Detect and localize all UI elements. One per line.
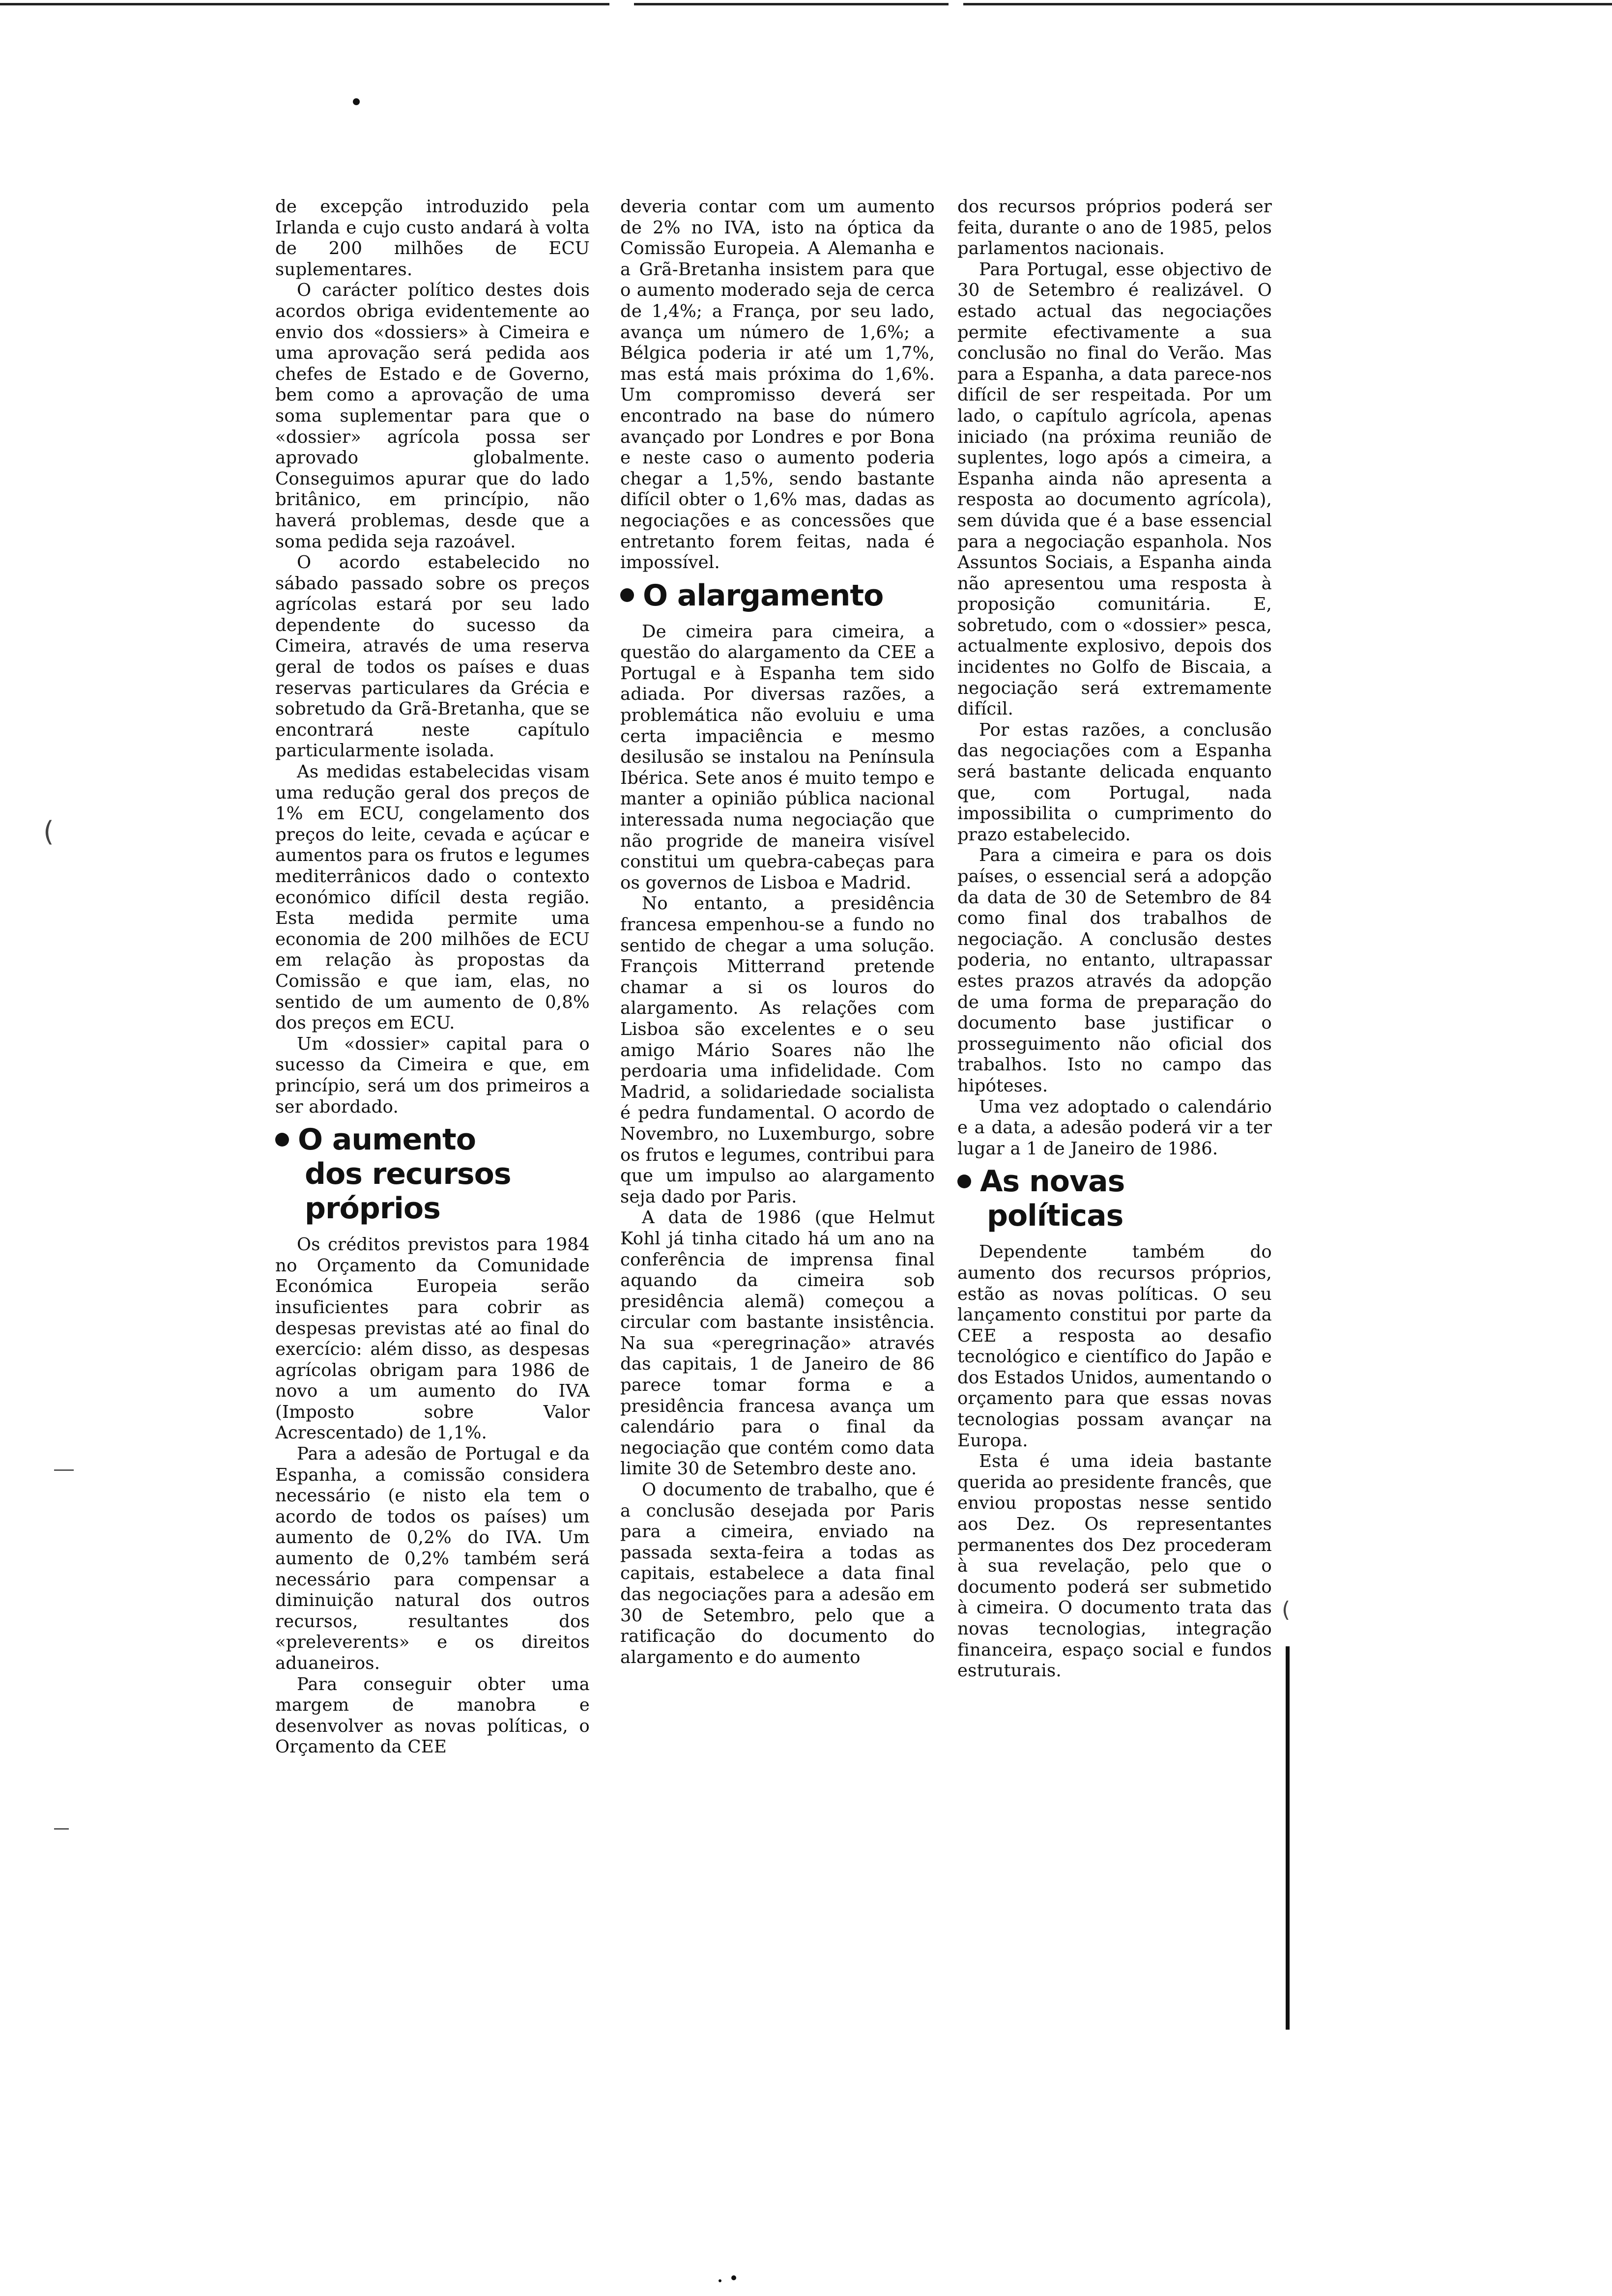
section-heading-line-wrap [275, 1191, 590, 1226]
article-column-2 [620, 197, 935, 1668]
paragraph: Uma vez adoptado o calendário e a data, a adesão poderá vir a ter lugar a 1 de Janeiro de 1986. [957, 1096, 1272, 1159]
paragraph: O documento de trabalho, que é a conclusão desejada por Paris para a cimeira, enviado na passada sexta-feira a todas as capitais, estabelece a data final das negociações para a adesão em 30 de Setembro, pelo que a ratificação do documento do alargamento e do aumento [620, 1480, 935, 1667]
section-heading-line: O aumento [298, 1122, 476, 1157]
section-heading-line: próprios [305, 1191, 440, 1226]
section-heading [957, 1164, 1272, 1233]
section-heading [275, 1122, 590, 1226]
paragraph: O acordo estabelecido no sábado passado sobre os preços agrícolas estará por seu lado dependente do sucesso da Cimeira, através de uma reserva geral de todos os países e duas reservas particulares da Grécia e sobretudo da Grã-Bretanha, que se encontrará neste capítulo particularmente isolada. [275, 552, 590, 761]
paragraph: No entanto, a presidência francesa empenhou-se a fundo no sentido de chegar a uma solução. François Mitterrand pretende chamar a si os louros do alargamento. As relações com Lisboa são excelentes e o seu amigo Mário Soares não lhe perdoaria uma infidelidade. Com Madrid, a solidariedade socialista é pedra fundamental. O acordo de Novembro, no Luxemburgo, sobre os frutos e legumes, contribui para que um impulso ao alargamento seja dado por Paris. [620, 893, 935, 1207]
bullet-icon [620, 588, 634, 602]
bullet-icon [275, 1133, 289, 1147]
paragraph: deveria contar com um aumento de 2% no IVA, isto na óptica da Comissão Europeia. A Alemanha e a Grã-Bretanha insistem para que o aumento moderado seja de cerca de 1,4%; a França, por seu lado, avança um número de 1,6%; a Bélgica poderia ir até um 1,7%, mas está mais próxima do 1,6%. Um compromisso deverá ser encontrado na base do número avançado por Londres e por Bona e neste caso o aumento poderia chegar a 1,5%, sendo bastante difícil obter o 1,6% mas, dadas as negociações e as concessões que entretanto forem feitas, nada é impossível. [620, 197, 935, 573]
paragraph: Um «dossier» capital para o sucesso da Cimeira e que, em princípio, será um dos primeiros a ser abordado. [275, 1033, 590, 1117]
section-heading-line: O alargamento [643, 578, 884, 613]
paragraph: Esta é uma ideia bastante querida ao presidente francês, que enviou propostas nesse sentido aos Dez. Os representantes permanentes dos Dez procederam à sua revelação, pelo que o documento poderá ser submetido à cimeira. O documento trata das novas tecnologias, integração financeira, espaço social e fundos estruturais. [957, 1451, 1272, 1681]
section-heading-line-wrap [275, 1157, 590, 1191]
paragraph: Para a cimeira e para os dois países, o essencial será a adopção da data de 30 de Setembro de 84 como final dos trabalhos de negociação. A conclusão destes poderia, no entanto, ultrapassar estes prazos através da adopção de uma forma de preparação do documento base justificar o prosseguimento não oficial dos trabalhos. Isto no campo das hipóteses. [957, 845, 1272, 1096]
paragraph: O carácter político destes dois acordos obriga evidentemente ao envio dos «dossiers» à Cimeira e uma aprovação será pedida aos chefes de Estado e de Governo, bem como a aprovação de uma soma suplementar para que o «dossier» agrícola possa ser aprovado globalmente. Conseguimos apurar que do lado britânico, em princípio, não haverá problemas, desde que a soma pedida seja razoável. [275, 280, 590, 552]
top-rule-left [0, 3, 609, 5]
paragraph: De cimeira para cimeira, a questão do alargamento da CEE a Portugal e à Espanha tem sido adiada. Por diversas razões, a problemática não evoluiu e uma certa impaciência e mesmo desilusão se instalou na Península Ibérica. Sete anos é muito tempo e manter a opinião pública nacional interessada numa negociação que não progride de maneira visível constitui um quebra-cabeças para os governos de Lisboa e Madrid. [620, 621, 935, 893]
section-heading [620, 578, 935, 613]
margin-bracket-left: ( [43, 816, 54, 848]
scan-speck [731, 2275, 736, 2280]
paragraph: Para conseguir obter uma margem de manobra e desenvolver as novas políticas, o Orçamento da CEE [275, 1674, 590, 1757]
paragraph: dos recursos próprios poderá ser feita, durante o ano de 1985, pelos parlamentos nacionais. [957, 197, 1272, 259]
paragraph: Os créditos previstos para 1984 no Orçamento da Comunidade Económica Europeia serão insuficientes para cobrir as despesas previstas até ao final do exercício: além disso, as despesas agrícolas obrigam para 1986 de novo a um aumento do IVA (Imposto sobre Valor Acrescentado) de 1,1%. [275, 1234, 590, 1443]
margin-bar [1286, 1646, 1290, 2030]
top-rule-center [634, 3, 949, 5]
section-heading-line: dos recursos [305, 1157, 511, 1192]
scan-speck [353, 98, 360, 105]
paragraph: Para Portugal, esse objectivo de 30 de Setembro é realizável. O estado actual das negociações permite efectivamente a sua conclusão no final do Verão. Mas para a Espanha, a data parece-nos difícil de ser respeitada. Por um lado, o capítulo agrícola, apenas iniciado (na próxima reunião de suplentes, logo após a cimeira, a Espanha ainda não apresenta a resposta ao documento agrícola), sem dúvida que é a base essencial para a negociação espanhola. Nos Assuntos Sociais, a Espanha ainda não apresentou uma resposta à proposição comunitária. E, sobretudo, com o «dossier» pesca, actualmente explosivo, depois dos incidentes no Golfo de Biscaia, a negociação será extremamente difícil. [957, 259, 1272, 719]
top-rule-right [963, 3, 1612, 5]
article-column-3 [957, 197, 1272, 1682]
paragraph: Dependente também do aumento dos recursos próprios, estão as novas políticas. O seu lançamento constitui por parte da CEE a resposta ao desafio tecnológico e científico do Japão e dos Estados Unidos, aumentando o orçamento para que essas novas tecnologias possam avançar na Europa. [957, 1242, 1272, 1451]
paragraph: As medidas estabelecidas visam uma redução geral dos preços de 1% em ECU, congelamento dos preços do leite, cevada e açúcar e aumentos para os frutos e legumes mediterrânicos dado o contexto económico difícil desta região. Esta medida permite uma economia de 200 milhões de ECU em relação às propostas da Comissão e que iam, elas, no sentido de um aumento de 0,8% dos preços em ECU. [275, 762, 590, 1033]
section-heading-line-wrap [957, 1199, 1272, 1233]
section-heading-line: As novas [980, 1164, 1125, 1199]
paragraph: Para a adesão de Portugal e da Espanha, a comissão considera necessário (e nisto ela tem o acordo de todos os países) um aumento de 0,2% do IVA. Um aumento de 0,2% também será necessário para compensar a diminuição natural dos outros recursos, resultantes dos «preleverents» e os direitos aduaneiros. [275, 1444, 590, 1673]
article-column-1 [275, 197, 590, 1758]
paragraph: Por estas razões, a conclusão das negociações com a Espanha será bastante delicada enquanto que, com Portugal, nada impossibilita o cumprimento do prazo estabelecido. [957, 719, 1272, 845]
scan-line-left [54, 1469, 74, 1471]
paragraph: A data de 1986 (que Helmut Kohl já tinha citado há um ano na conferência de imprensa final aquando da cimeira sob presidência alemã) começou a circular com bastante insistência. Na sua «peregrinação» através das capitais, 1 de Janeiro de 86 parece tomar forma e a presidência francesa avança um calendário para o final da negociação que contém como data limite 30 de Setembro deste ano. [620, 1207, 935, 1479]
margin-bracket-right: ( [1282, 1597, 1291, 1622]
scan-line-left [54, 1828, 69, 1830]
scan-speck [719, 2279, 721, 2282]
paragraph: de excepção introduzido pela Irlanda e cujo custo andará à volta de 200 milhões de ECU suplementares. [275, 197, 590, 280]
section-heading-line: políticas [987, 1199, 1123, 1234]
bullet-icon [957, 1175, 971, 1188]
